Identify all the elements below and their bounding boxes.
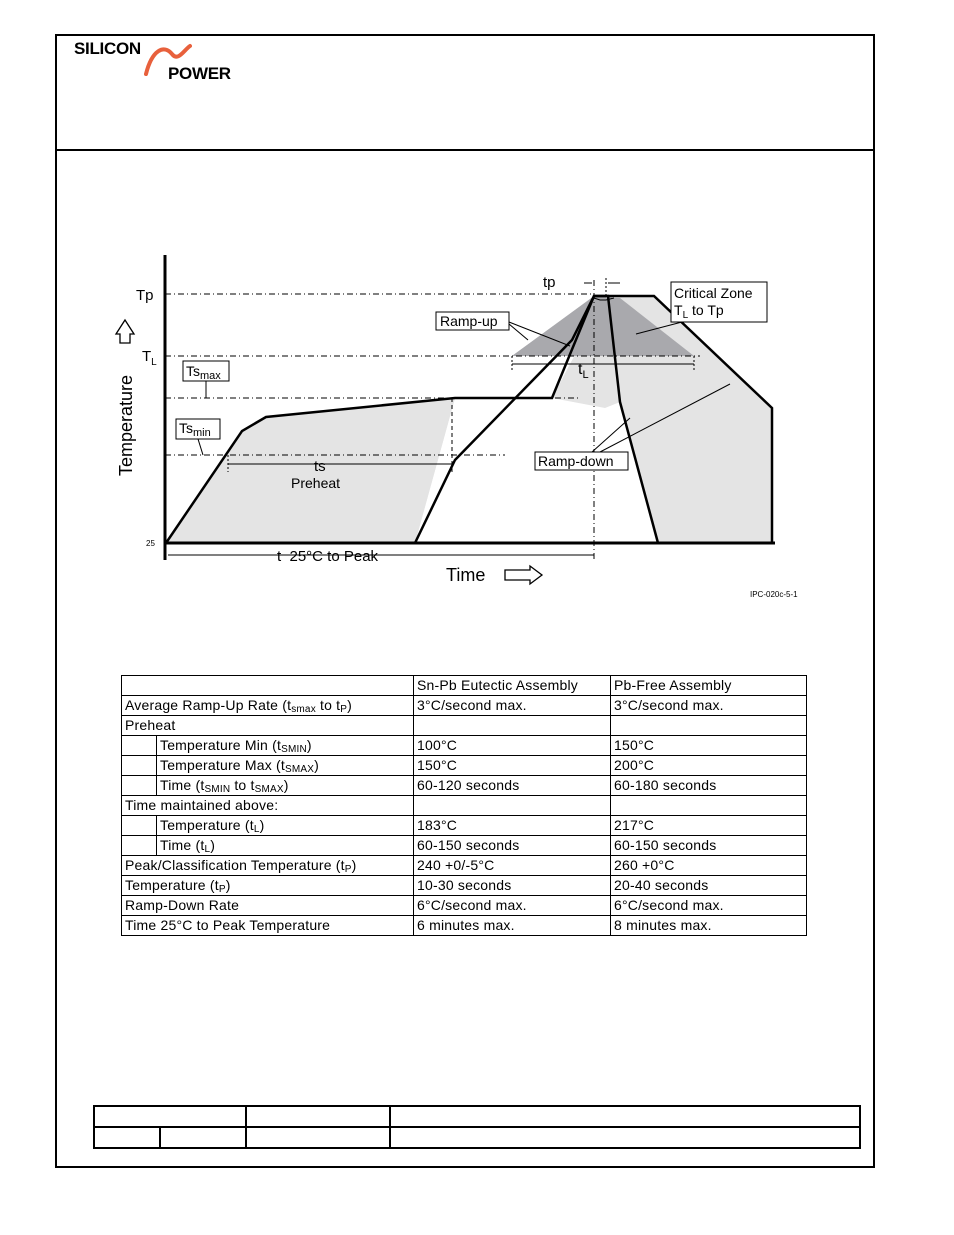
row-label-part: ) <box>347 697 353 713</box>
footer-cell <box>160 1127 246 1148</box>
row-label-part: ) <box>210 837 216 853</box>
pbfree-value: 150°C <box>611 736 807 756</box>
footer-cell <box>246 1106 390 1127</box>
row-label-part: smax <box>291 704 316 715</box>
y-axis-label: Temperature <box>116 374 136 476</box>
row-label-part: ) <box>351 857 357 873</box>
origin-label: 25 <box>146 539 155 548</box>
pbfree-value: 60-180 seconds <box>611 776 807 796</box>
company-logo <box>74 38 264 88</box>
tl-axis-label: $T_L$ <box>142 348 157 368</box>
row-label-part: Time maintained above: <box>125 797 279 813</box>
table-header-cell: Pb-Free Assembly <box>611 676 807 696</box>
footer-cell <box>390 1106 860 1127</box>
table-row <box>122 856 807 876</box>
critical-zone-label: Critical Zone <box>674 285 753 301</box>
footer-info-table <box>93 1105 861 1149</box>
row-label-part: L <box>204 844 211 855</box>
reflow-profile-diagram <box>100 250 820 600</box>
tp-axis-label: Tp <box>136 287 154 304</box>
ts-max-label: $Ts_{max}$ <box>186 363 221 382</box>
snpb-value: 6 minutes max. <box>414 916 611 936</box>
table-row <box>122 776 807 796</box>
snpb-value <box>414 796 611 816</box>
indent-cell <box>122 756 157 776</box>
table-row <box>122 756 807 776</box>
snpb-value: 240 +0/-5°C <box>414 856 611 876</box>
ts-min-leader <box>198 439 203 455</box>
row-label <box>157 816 414 836</box>
footer-cell <box>390 1127 860 1148</box>
footer-cell <box>94 1106 246 1127</box>
snpb-value: 60-120 seconds <box>414 776 611 796</box>
row-label <box>157 776 414 796</box>
table-row <box>122 716 807 736</box>
row-label-part: Temperature Min (t <box>160 737 282 753</box>
row-label-part: Ramp-Down Rate <box>125 897 240 913</box>
row-label-part: ) <box>259 817 265 833</box>
row-label-part: Time 25°C to Peak Temperature <box>125 917 331 933</box>
row-label-part: Time (t <box>160 777 205 793</box>
footer-cell <box>246 1127 390 1148</box>
footer-row-2 <box>94 1127 860 1148</box>
footer-row-1 <box>94 1106 860 1127</box>
table-row <box>122 836 807 856</box>
pbfree-value: 60-150 seconds <box>611 836 807 856</box>
critical-zone-range: $T_L$ to Tp <box>674 302 724 321</box>
ramp-up-label: Ramp-up <box>440 313 498 329</box>
pbfree-value: 8 minutes max. <box>611 916 807 936</box>
x-axis-label: Time <box>446 565 486 585</box>
snpb-value: 150°C <box>414 756 611 776</box>
table-row <box>122 696 807 716</box>
ramp-down-label: Ramp-down <box>538 453 614 469</box>
row-label <box>122 796 414 816</box>
row-label <box>122 896 414 916</box>
table-header-cell <box>122 676 414 696</box>
pbfree-value: 20-40 seconds <box>611 876 807 896</box>
row-label-part: ) <box>314 757 319 773</box>
table-row <box>122 796 807 816</box>
figure-reference: IPC-020c-5-1 <box>750 590 798 599</box>
page-frame <box>55 34 875 1168</box>
table-row <box>122 916 807 936</box>
row-label-part: Average Ramp-Up Rate (t <box>125 697 292 713</box>
pbfree-value: 3°C/second max. <box>611 696 807 716</box>
row-label <box>157 736 414 756</box>
row-label <box>157 836 414 856</box>
logo-line-2: POWER <box>168 64 231 83</box>
pbfree-value: 217°C <box>611 816 807 836</box>
row-label-part: Preheat <box>125 717 176 733</box>
ts-duration-label: ts <box>314 458 326 475</box>
tp-duration-label: tp <box>543 274 556 291</box>
row-label-part: P <box>344 864 352 875</box>
row-label <box>122 916 414 936</box>
table-row <box>122 816 807 836</box>
row-label-part: SMIN <box>204 784 231 795</box>
pbfree-value: 200°C <box>611 756 807 776</box>
row-label-part: ) <box>225 877 231 893</box>
row-label-part: P <box>218 884 226 895</box>
row-label-part: Time (t <box>160 837 205 853</box>
indent-cell <box>122 736 157 756</box>
logo-line-1: SILICON <box>74 39 141 58</box>
row-label-part: Temperature (t <box>125 877 219 893</box>
snpb-value: 183°C <box>414 816 611 836</box>
row-label <box>122 856 414 876</box>
preheat-label: Preheat <box>291 475 341 491</box>
snpb-value <box>414 716 611 736</box>
snpb-value: 10-30 seconds <box>414 876 611 896</box>
row-label-part: ) <box>283 777 289 793</box>
row-label-part: Temperature (t <box>160 817 254 833</box>
row-label-part: Peak/Classification Temperature (t <box>125 857 345 873</box>
ts-min-label: $Ts_{min}$ <box>179 420 211 439</box>
row-label-part: P <box>340 704 348 715</box>
row-label <box>157 756 414 776</box>
row-label-part: to t <box>230 777 255 793</box>
table-row <box>122 736 807 756</box>
snpb-value: 6°C/second max. <box>414 896 611 916</box>
footer-cell <box>94 1127 160 1148</box>
indent-cell <box>122 776 157 796</box>
table-row <box>122 896 807 916</box>
row-label <box>122 876 414 896</box>
row-label-part: Temperature Max (t <box>160 757 285 773</box>
pbfree-value <box>611 796 807 816</box>
table-header-cell: Sn-Pb Eutectic Assembly <box>414 676 611 696</box>
table-header-row <box>122 676 807 696</box>
snpb-value: 60-150 seconds <box>414 836 611 856</box>
header-divider <box>55 149 875 151</box>
row-label-part: ) <box>306 737 312 753</box>
pbfree-value: 260 +0°C <box>611 856 807 876</box>
table-row <box>122 876 807 896</box>
reflow-spec-table <box>121 675 807 936</box>
snpb-value: 3°C/second max. <box>414 696 611 716</box>
time-arrow-icon <box>505 566 542 584</box>
indent-cell <box>122 836 157 856</box>
row-label-part: SMIN <box>281 744 307 755</box>
to-peak-label: t 25°C to Peak <box>277 548 379 565</box>
row-label <box>122 696 414 716</box>
row-label-part: L <box>253 824 260 835</box>
pbfree-value <box>611 716 807 736</box>
ramp-down-leader-1 <box>592 418 630 452</box>
pbfree-value: 6°C/second max. <box>611 896 807 916</box>
temperature-arrow-icon <box>116 320 134 343</box>
row-label-part: SMAX <box>254 784 284 795</box>
ramp-up-leader-1 <box>509 324 528 340</box>
row-label-part: SMAX <box>284 764 315 775</box>
indent-cell <box>122 816 157 836</box>
row-label-part: to t <box>315 697 341 713</box>
tl-duration-label: $t_L$ <box>578 361 589 381</box>
row-label <box>122 716 414 736</box>
snpb-value: 100°C <box>414 736 611 756</box>
